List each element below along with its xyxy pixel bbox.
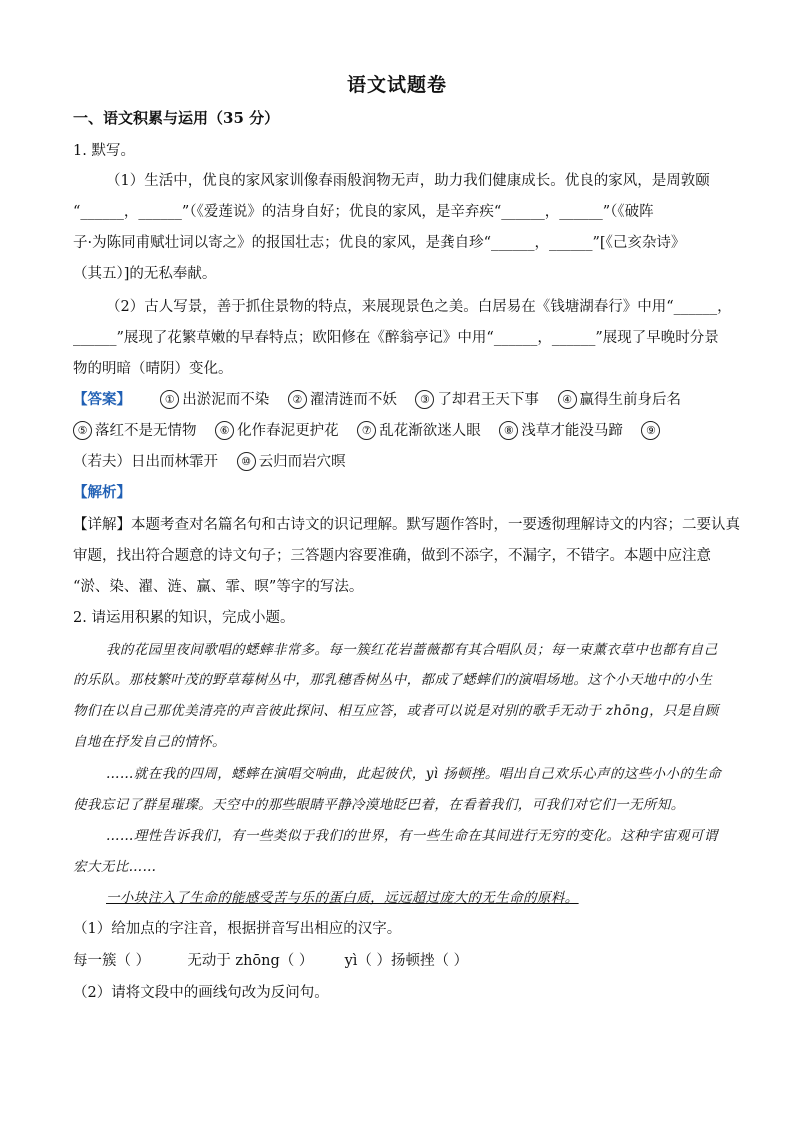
answer-item: （若夫）日出而林霏开	[73, 454, 218, 470]
fill-blank: 无动于 zhōng（ ）	[187, 953, 314, 969]
detail-line: 【详解】本题考查对名篇名句和古诗文的识记理解。默写题作答时，一要透彻理解诗文的内容；二要认真	[73, 517, 740, 533]
question-1-head: 1. 默写。	[73, 143, 135, 159]
q1-part2-line: ______”展现了花繁草嫩的早春特点；欧阳修在《醉翁亭记》中用“______，______”展现了早晚时分景	[73, 330, 719, 346]
passage-line: 宏大无比……	[73, 859, 157, 875]
passage-line: ……理性告诉我们，有一些类似于我们的世界，有一些生命在其间进行无穷的变化。这种宇宙观可谓	[106, 828, 718, 844]
answer-item: ⑧ 浅草才能没马蹄	[499, 421, 623, 441]
fill-blank: yì（ ）扬顿挫（ ）	[344, 953, 469, 969]
answer-item: ⑩ 云归而岩穴暝	[237, 452, 346, 472]
detail-line: 审题，找出符合题意的诗文句子；三答题内容要准确，做到不添字，不漏字，不错字。本题中应注意	[73, 548, 711, 564]
answer-item: ⑤ 落红不是无情物	[73, 421, 197, 441]
question-2-head: 2. 请运用积累的知识，完成小题。	[73, 610, 295, 626]
section-heading: 一、语文积累与运用（35 分）	[73, 109, 280, 127]
sub-question-2: （2）请将文段中的画线句改为反问句。	[73, 985, 329, 1001]
q1-part1-line: “______，______”（《爱莲说》的洁身自好；优良的家风，是辛弃疾“______，______”（《破阵	[73, 204, 654, 220]
passage-line: ……就在我的四周，蟋蟀在演唱交响曲，此起彼伏，yì 扬顿挫。唱出自己欢乐心声的这些小小的生命	[106, 766, 722, 782]
underlined-sentence: 一小块注入了生命的能感受苦与乐的蛋白质，远远超过庞大的无生命的原料。	[106, 890, 579, 906]
passage-line: 使我忘记了群星璀璨。天空中的那些眼睛平静冷漠地眨巴着，在看着我们，可我们对它们一无所知。	[73, 797, 685, 813]
answer-item: ④ 赢得生前身后名	[558, 390, 682, 410]
passage-line: 自地在抒发自己的情怀。	[73, 734, 226, 750]
passage-line: 我的花园里夜间歌唱的蟋蟀非常多。每一簇红花岩蔷薇都有其合唱队员；每一束薰衣草中也都有自己	[106, 642, 718, 658]
fill-blank-row	[73, 951, 723, 971]
passage-line: 物们在以自己那优美清亮的声音彼此探问、相互应答，或者可以说是对别的歌手无动于 zhōng，只是自顾	[73, 703, 719, 719]
answer-item: ⑥ 化作春泥更护花	[215, 421, 339, 441]
answer-row	[73, 452, 723, 472]
answer-tag: 【答案】	[73, 391, 131, 408]
q1-part1-line: （1）生活中，优良的家风家训像春雨般润物无声，助力我们健康成长。优良的家风，是周敦颐	[106, 173, 710, 189]
answer-item: ⑦ 乱花渐欲迷人眼	[357, 421, 481, 441]
sub-question-1: （1）给加点的字注音，根据拼音写出相应的汉字。	[73, 921, 402, 937]
q1-part2-line: 物的明暗（晴阴）变化。	[73, 361, 233, 377]
q1-part1-line: （其五）]的无私奉献。	[73, 266, 217, 282]
answer-item: ⑨	[641, 421, 663, 441]
detail-line: “淤、染、濯、涟、赢、霏、暝”等字的写法。	[73, 579, 364, 595]
answer-item: ① 出淤泥而不染	[160, 390, 269, 410]
q1-part1-line: 子·为陈同甫赋壮词以寄之》的报国壮志；优良的家风，是龚自珍“______，______”[《己亥杂诗》	[73, 235, 686, 251]
answer-row	[73, 421, 723, 441]
passage-line: 的乐队。那枝繁叶茂的野草莓树丛中，那乳穗香树丛中，都成了蟋蟀们的演唱场地。这个小天地中的小生	[73, 672, 713, 688]
answer-row	[73, 390, 723, 410]
q1-part2-line: （2）古人写景，善于抓住景物的特点，来展现景色之美。白居易在《钱塘湖春行》中用“______，	[106, 299, 732, 315]
page-title: 语文试题卷	[346, 74, 447, 96]
answer-item: ② 濯清涟而不妖	[288, 390, 397, 410]
answer-item: ③ 了却君王天下事	[415, 390, 539, 410]
fill-blank: 每一簇（ ）	[73, 953, 151, 969]
analysis-tag: 【解析】	[73, 484, 131, 501]
